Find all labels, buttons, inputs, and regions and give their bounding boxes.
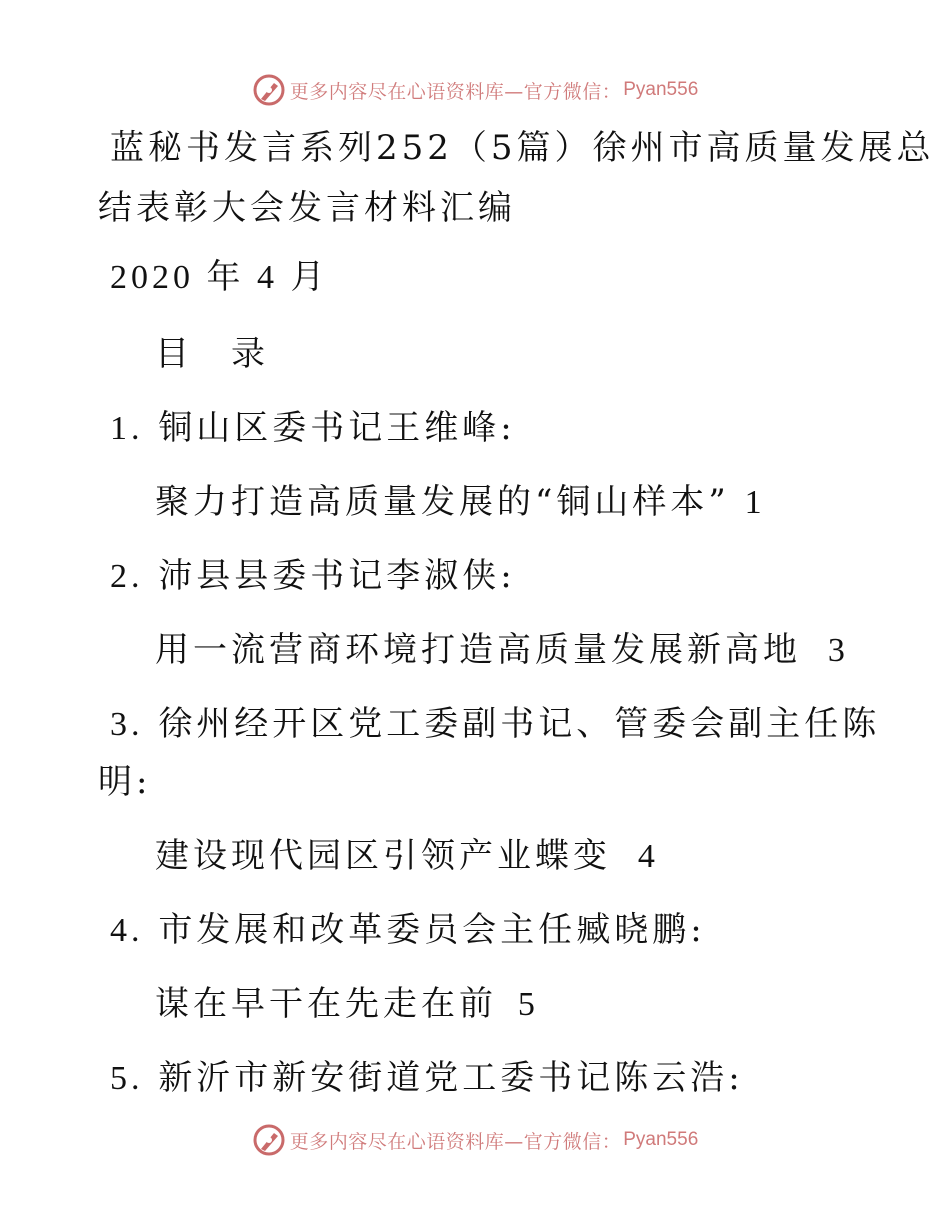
- toc-item-title: 建设现代园区引领产业蝶变: [155, 836, 611, 876]
- toc-item-2-title: [155, 630, 849, 671]
- toc-item-number: 3.: [110, 706, 144, 743]
- toc-item-number: 1.: [110, 410, 144, 447]
- footer-watermark-banner: [0, 1120, 950, 1160]
- toc-item-3-speaker-cont: 明:: [98, 762, 152, 802]
- toc-item-2-speaker: [110, 556, 516, 597]
- toc-item-number: 5.: [110, 1060, 144, 1097]
- toc-item-number: 4.: [110, 912, 144, 949]
- document-title-line-1: 蓝秘书发言系列252（5篇）徐州市高质量发展总: [110, 128, 935, 168]
- toc-item-1-title: [155, 482, 766, 523]
- toc-heading: 目 录: [155, 334, 269, 374]
- toc-item-title: 聚力打造高质量发展的“铜山样本”: [155, 482, 730, 522]
- toc-item-speaker: 徐州经开区党工委副书记、管委会副主任陈: [158, 704, 881, 744]
- toc-item-4-title: [155, 984, 539, 1025]
- watermark-text: 更多内容尽在心语资料库—官方微信：: [289, 1130, 622, 1153]
- toc-item-speaker: 新沂市新安街道党工委书记陈云浩:: [158, 1058, 744, 1098]
- toc-item-number: 2.: [110, 558, 144, 595]
- pen-logo-icon: [252, 1123, 286, 1157]
- watermark-wechat-id: Pyan556: [623, 79, 699, 100]
- toc-item-page: 5: [517, 986, 539, 1023]
- pen-logo-icon: [252, 73, 286, 107]
- toc-item-page: 4: [637, 838, 659, 875]
- toc-item-speaker: 铜山区委书记王维峰:: [158, 408, 516, 448]
- document-date: 2020 年 4 月: [110, 259, 329, 296]
- toc-item-page: 1: [744, 484, 766, 521]
- header-watermark-banner: [0, 70, 950, 110]
- toc-item-speaker: 沛县县委书记李淑侠:: [158, 556, 516, 596]
- toc-item-title: 谋在早干在先走在前: [155, 984, 497, 1024]
- toc-item-4-speaker: [110, 910, 706, 951]
- watermark-wechat-id: Pyan556: [623, 1129, 699, 1150]
- document-title-line-2: 结表彰大会发言材料汇编: [98, 188, 516, 228]
- toc-item-speaker: 市发展和改革委员会主任臧晓鹏:: [158, 910, 706, 950]
- toc-item-3-speaker: [110, 704, 880, 745]
- toc-item-1-speaker: [110, 408, 516, 449]
- toc-item-3-title: [155, 836, 659, 877]
- toc-item-title: 用一流营商环境打造高质量发展新高地: [155, 630, 801, 670]
- watermark-text: 更多内容尽在心语资料库—官方微信：: [289, 80, 622, 103]
- toc-item-page: 3: [827, 632, 849, 669]
- toc-item-5-speaker: [110, 1058, 744, 1099]
